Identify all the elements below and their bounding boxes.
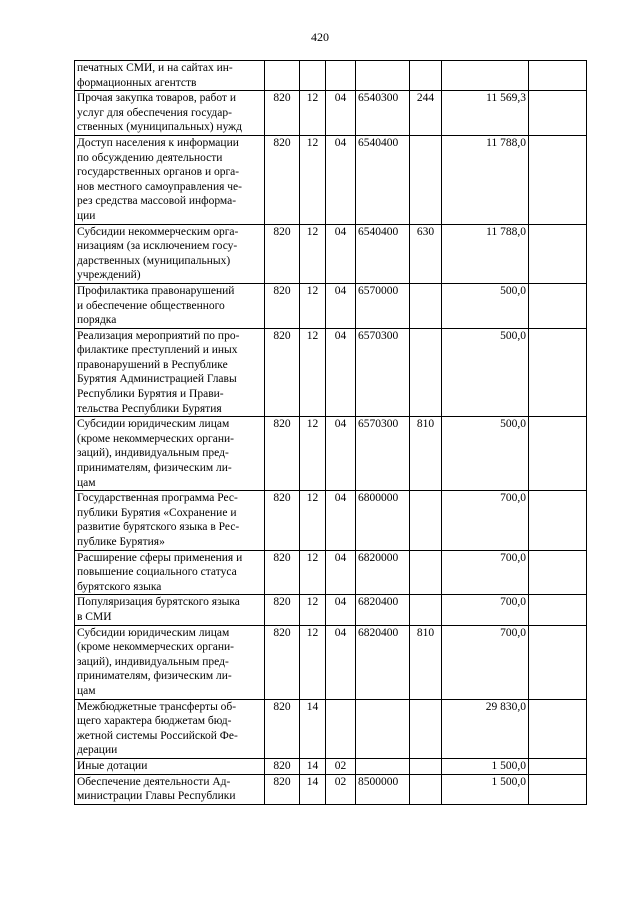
cell-empty — [529, 758, 587, 774]
cell-target-article-code: 6800000 — [356, 491, 410, 550]
cell-department-code: 820 — [265, 417, 300, 491]
cell-empty — [529, 283, 587, 328]
cell-subsection-code: 04 — [326, 491, 356, 550]
item-name-line: рез средства массовой информа- — [77, 195, 237, 208]
cell-target-article-code: 6820400 — [356, 595, 410, 625]
item-name-line: государственных органов и орга- — [77, 166, 240, 179]
item-name-line: Расширение сферы применения и — [77, 551, 243, 564]
table-row — [75, 774, 587, 804]
cell-subsection-code: 04 — [326, 283, 356, 328]
cell-target-article-code: 6570300 — [356, 328, 410, 417]
item-name-line: цам — [77, 684, 96, 697]
cell-amount: 11 569,3 — [442, 91, 529, 136]
cell-department-code: 820 — [265, 491, 300, 550]
cell-section-code: 12 — [300, 550, 326, 595]
item-name-line: публики Бурятия «Сохранение и — [77, 506, 237, 519]
cell-expense-type-code — [410, 283, 442, 328]
cell-target-article-code — [356, 699, 410, 758]
item-name-line: филактике преступлений и иных — [77, 344, 238, 357]
item-name-line: ции — [77, 209, 96, 222]
cell-department-code: 820 — [265, 758, 300, 774]
cell-empty — [529, 135, 587, 224]
cell-empty — [529, 774, 587, 804]
cell-item-name — [75, 283, 265, 328]
cell-empty — [529, 328, 587, 417]
cell-amount: 11 788,0 — [442, 224, 529, 283]
item-name-line: Республики Бурятия и Прави- — [77, 388, 224, 401]
cell-target-article-code — [356, 61, 410, 91]
cell-amount: 700,0 — [442, 625, 529, 699]
item-name-line: порядка — [77, 314, 117, 327]
cell-item-name — [75, 595, 265, 625]
table-row — [75, 550, 587, 595]
cell-item-name — [75, 417, 265, 491]
cell-subsection-code: 04 — [326, 550, 356, 595]
cell-section-code: 12 — [300, 328, 326, 417]
cell-amount: 700,0 — [442, 595, 529, 625]
cell-target-article-code: 6570000 — [356, 283, 410, 328]
cell-item-name — [75, 699, 265, 758]
cell-target-article-code: 8500000 — [356, 774, 410, 804]
cell-item-name — [75, 550, 265, 595]
item-name-line: щего характера бюджетам бюд- — [77, 715, 232, 728]
cell-subsection-code: 04 — [326, 91, 356, 136]
cell-section-code: 12 — [300, 417, 326, 491]
cell-expense-type-code — [410, 491, 442, 550]
item-name-line: Бурятия Администрацией Главы — [77, 373, 237, 386]
cell-department-code: 820 — [265, 91, 300, 136]
item-name-line: заций), индивидуальным пред- — [77, 655, 229, 668]
table-row — [75, 328, 587, 417]
cell-department-code: 820 — [265, 774, 300, 804]
cell-subsection-code — [326, 699, 356, 758]
cell-target-article-code: 6540300 — [356, 91, 410, 136]
cell-subsection-code: 04 — [326, 625, 356, 699]
cell-target-article-code: 6820400 — [356, 625, 410, 699]
item-name-line: бурятского языка — [77, 580, 162, 593]
item-name-line: дарственных (муниципальных) — [77, 254, 231, 267]
item-name-line: нов местного самоуправления че- — [77, 180, 242, 193]
cell-item-name — [75, 491, 265, 550]
cell-section-code: 12 — [300, 595, 326, 625]
table-row — [75, 699, 587, 758]
cell-expense-type-code — [410, 758, 442, 774]
item-name-line: Субсидии некоммерческим орга- — [77, 225, 239, 238]
cell-empty — [529, 417, 587, 491]
cell-item-name — [75, 61, 265, 91]
cell-section-code: 12 — [300, 283, 326, 328]
item-name-line: дерации — [77, 744, 118, 757]
cell-amount: 1 500,0 — [442, 758, 529, 774]
cell-section-code: 12 — [300, 224, 326, 283]
cell-section-code: 12 — [300, 91, 326, 136]
item-name-line: правонарушений в Республике — [77, 358, 228, 371]
item-name-line: Прочая закупка товаров, работ и — [77, 92, 236, 105]
cell-item-name — [75, 91, 265, 136]
cell-subsection-code: 02 — [326, 774, 356, 804]
cell-empty — [529, 699, 587, 758]
cell-section-code: 12 — [300, 135, 326, 224]
cell-section-code — [300, 61, 326, 91]
cell-amount: 500,0 — [442, 283, 529, 328]
item-name-line: жетной системы Российской Фе- — [77, 729, 238, 742]
cell-target-article-code: 6820000 — [356, 550, 410, 595]
table-row — [75, 595, 587, 625]
cell-empty — [529, 595, 587, 625]
cell-expense-type-code — [410, 61, 442, 91]
item-name-line: тельства Республики Бурятия — [77, 402, 222, 415]
cell-subsection-code: 04 — [326, 224, 356, 283]
cell-department-code: 820 — [265, 550, 300, 595]
cell-amount: 500,0 — [442, 328, 529, 417]
item-name-line: (кроме некоммерческих органи- — [77, 432, 234, 445]
table-row — [75, 224, 587, 283]
cell-amount — [442, 61, 529, 91]
cell-item-name — [75, 774, 265, 804]
cell-section-code: 12 — [300, 491, 326, 550]
page-number: 420 — [311, 30, 329, 44]
cell-department-code — [265, 61, 300, 91]
cell-empty — [529, 61, 587, 91]
item-name-line: Профилактика правонарушений — [77, 284, 235, 297]
cell-item-name — [75, 625, 265, 699]
cell-target-article-code: 6540400 — [356, 224, 410, 283]
cell-expense-type-code — [410, 135, 442, 224]
cell-subsection-code: 04 — [326, 417, 356, 491]
item-name-line: цам — [77, 476, 96, 489]
cell-department-code: 820 — [265, 595, 300, 625]
item-name-line: Субсидии юридическим лицам — [77, 418, 230, 431]
item-name-line: Государственная программа Рес- — [77, 492, 238, 505]
cell-department-code: 820 — [265, 328, 300, 417]
item-name-line: повышение социального статуса — [77, 566, 237, 579]
item-name-line: и обеспечение общественного — [77, 299, 225, 312]
cell-amount: 700,0 — [442, 491, 529, 550]
cell-expense-type-code — [410, 328, 442, 417]
cell-department-code: 820 — [265, 224, 300, 283]
item-name-line: учреждений) — [77, 269, 141, 282]
item-name-line: принимателям, физическим ли- — [77, 670, 232, 683]
cell-expense-type-code: 810 — [410, 625, 442, 699]
cell-section-code: 12 — [300, 625, 326, 699]
item-name-line: публике Бурятия» — [77, 536, 165, 548]
cell-item-name — [75, 758, 265, 774]
table-row — [75, 625, 587, 699]
cell-subsection-code — [326, 61, 356, 91]
cell-empty — [529, 224, 587, 283]
cell-expense-type-code — [410, 550, 442, 595]
cell-expense-type-code: 630 — [410, 224, 442, 283]
item-name-line: печатных СМИ, и на сайтах ин- — [77, 62, 233, 74]
cell-expense-type-code: 244 — [410, 91, 442, 136]
cell-subsection-code: 02 — [326, 758, 356, 774]
item-name-line: Субсидии юридическим лицам — [77, 626, 230, 639]
cell-subsection-code: 04 — [326, 595, 356, 625]
item-name-line: (кроме некоммерческих органи- — [77, 641, 234, 654]
cell-expense-type-code — [410, 595, 442, 625]
cell-item-name — [75, 328, 265, 417]
item-name-line: по обсуждению деятельности — [77, 151, 223, 164]
cell-amount: 29 830,0 — [442, 699, 529, 758]
cell-amount: 500,0 — [442, 417, 529, 491]
cell-expense-type-code — [410, 699, 442, 758]
cell-amount: 1 500,0 — [442, 774, 529, 804]
item-name-line: в СМИ — [77, 610, 112, 623]
cell-empty — [529, 625, 587, 699]
cell-item-name — [75, 135, 265, 224]
table-row — [75, 491, 587, 550]
item-name-line: министрации Главы Республики — [77, 790, 236, 803]
cell-target-article-code: 6540400 — [356, 135, 410, 224]
item-name-line: Обеспечение деятельности Ад- — [77, 775, 231, 788]
table-row — [75, 417, 587, 491]
item-name-line: Межбюджетные трансферты об- — [77, 700, 237, 713]
table-row — [75, 283, 587, 328]
cell-section-code: 14 — [300, 699, 326, 758]
cell-amount: 11 788,0 — [442, 135, 529, 224]
cell-target-article-code: 6570300 — [356, 417, 410, 491]
cell-target-article-code — [356, 758, 410, 774]
item-name-line: ственных (муниципальных) нужд — [77, 121, 242, 134]
cell-subsection-code: 04 — [326, 135, 356, 224]
cell-expense-type-code — [410, 774, 442, 804]
cell-amount: 700,0 — [442, 550, 529, 595]
cell-subsection-code: 04 — [326, 328, 356, 417]
item-name-line: низациям (за исключением госу- — [77, 240, 238, 253]
cell-expense-type-code: 810 — [410, 417, 442, 491]
cell-department-code: 820 — [265, 699, 300, 758]
table-body — [75, 61, 587, 805]
item-name-line: Иные дотации — [77, 759, 148, 772]
cell-section-code: 14 — [300, 774, 326, 804]
cell-section-code: 14 — [300, 758, 326, 774]
cell-department-code: 820 — [265, 283, 300, 328]
table-row — [75, 61, 587, 91]
item-name-line: Популяризация бурятского языка — [77, 596, 240, 609]
table-row — [75, 91, 587, 136]
item-name-line: развитие бурятского языка в Рес- — [77, 521, 240, 534]
cell-department-code: 820 — [265, 625, 300, 699]
cell-department-code: 820 — [265, 135, 300, 224]
cell-empty — [529, 91, 587, 136]
cell-item-name — [75, 224, 265, 283]
cell-empty — [529, 550, 587, 595]
budget-table — [74, 60, 587, 805]
item-name-line: Реализация мероприятий по про- — [77, 329, 240, 342]
item-name-line: формационных агентств — [77, 76, 197, 89]
item-name-line: принимателям, физическим ли- — [77, 462, 232, 475]
item-name-line: услуг для обеспечения государ- — [77, 106, 232, 119]
cell-empty — [529, 491, 587, 550]
item-name-line: заций), индивидуальным пред- — [77, 447, 229, 460]
table-row — [75, 758, 587, 774]
table-row — [75, 135, 587, 224]
item-name-line: Доступ населения к информации — [77, 136, 239, 149]
